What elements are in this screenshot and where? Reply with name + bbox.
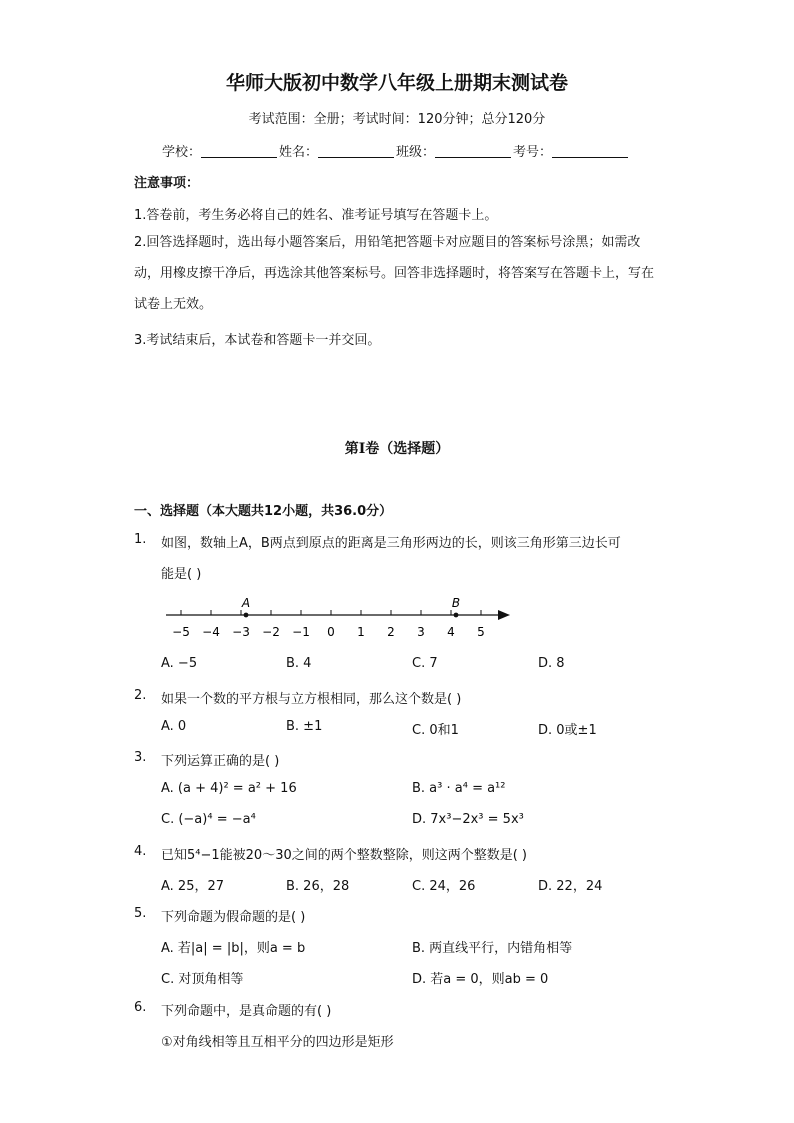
question-5-number: 5. [134, 906, 147, 921]
question-4-number: 4. [134, 844, 147, 859]
name-label: 姓名： [279, 145, 319, 160]
question-5-text: 下列命题为假命题的是( ) [161, 910, 306, 925]
number-line-tick-label: 0 [327, 625, 335, 639]
part-heading: 一、选择题（本大题共12小题，共36.0分） [134, 504, 393, 519]
number-line-arrow [498, 610, 510, 620]
q1-option-a: A. −5 [161, 656, 198, 671]
question-1-text: 如图，数轴上A，B两点到原点的距离是三角形两边的长，则该三角形第三边长可 [161, 536, 621, 551]
number-line-tick-label: 1 [357, 625, 365, 639]
section-title: 第I卷（选择题） [344, 441, 450, 457]
note-1: 1.答卷前，考生务必将自己的姓名、准考证号填写在答题卡上。 [134, 208, 498, 223]
q5-option-b: B. 两直线平行，内错角相等 [412, 941, 573, 956]
notes-heading: 注意事项： [134, 176, 200, 191]
question-6-number: 6. [134, 1000, 147, 1015]
point-a-label: A [241, 596, 251, 610]
question-3-number: 3. [134, 750, 147, 765]
q2-option-b: B. ±1 [286, 719, 323, 734]
question-6-text: 下列命题中，是真命题的有( ) [161, 1004, 332, 1019]
school-blank [201, 145, 277, 158]
q3-option-d: D. 7x³−2x³ = 5x³ [412, 812, 524, 827]
note-3: 3.考试结束后，本试卷和答题卡一并交回。 [134, 333, 381, 348]
q3-option-b: B. a³ · a⁴ = a¹² [412, 781, 506, 796]
question-2-number: 2. [134, 688, 147, 703]
q2-option-a: A. 0 [161, 719, 187, 734]
note-2: 2.回答选择题时，选出每小题答案后，用铅笔把答题卡对应题目的答案标号涂黑；如需改动，用橡皮擦干净后，再选涂其他答案标号。回答非选择题时，将答案写在答题卡上，写在试卷上无效。 [134, 235, 655, 312]
question-4-text: 已知5⁴−1能被20～30之间的两个整数整除，则这两个整数是( ) [161, 848, 528, 863]
class-label: 班级： [396, 145, 436, 160]
q3-option-a: A. (a + 4)² = a² + 16 [161, 781, 297, 796]
q5-option-d: D. 若a = 0，则ab = 0 [412, 972, 549, 987]
point-a [244, 613, 249, 618]
exam-number-label: 考号： [513, 145, 553, 160]
question-2-text: 如果一个数的平方根与立方根相同，那么这个数是( ) [161, 692, 462, 707]
question-3-text: 下列运算正确的是( ) [161, 754, 280, 769]
number-line-figure [160, 592, 520, 644]
school-label: 学校： [162, 145, 202, 160]
name-blank [318, 145, 394, 158]
number-line-tick-label: 5 [477, 625, 485, 639]
q2-option-c: C. 0和1 [412, 723, 459, 738]
q3-option-c: C. (−a)⁴ = −a⁴ [161, 812, 256, 827]
exam-subtitle: 考试范围：全册；考试时间：120分钟；总分120分 [248, 112, 546, 127]
question-1-text-cont: 能是( ) [161, 567, 202, 582]
exam-number-blank [552, 145, 628, 158]
number-line-tick-label: −1 [292, 625, 310, 639]
q5-option-a: A. 若|a| = |b|，则a = b [161, 941, 306, 956]
q1-option-d: D. 8 [538, 656, 565, 671]
info-fields [162, 141, 630, 160]
q5-option-c: C. 对顶角相等 [161, 972, 244, 987]
q2-option-d: D. 0或±1 [538, 723, 597, 738]
exam-title: 华师大版初中数学八年级上册期末测试卷 [225, 72, 568, 94]
point-b [454, 613, 459, 618]
q4-option-b: B. 26，28 [286, 879, 350, 894]
q1-option-c: C. 7 [412, 656, 438, 671]
q4-option-c: C. 24，26 [412, 879, 476, 894]
question-1-number: 1. [134, 532, 147, 547]
number-line-tick-label: −2 [262, 625, 280, 639]
number-line-tick-label: 3 [417, 625, 425, 639]
question-6-sub-item: ①对角线相等且互相平分的四边形是矩形 [161, 1035, 394, 1050]
point-b-label: B [451, 596, 461, 610]
number-line-ticks [172, 610, 485, 639]
q4-option-a: A. 25，27 [161, 879, 225, 894]
number-line-tick-label: 4 [447, 625, 455, 639]
class-blank [435, 145, 511, 158]
q4-option-d: D. 22，24 [538, 879, 603, 894]
number-line-tick-label: 2 [387, 625, 395, 639]
q1-option-b: B. 4 [286, 656, 312, 671]
number-line-tick-label: −3 [232, 625, 250, 639]
number-line-tick-label: −4 [202, 625, 220, 639]
number-line-tick-label: −5 [172, 625, 190, 639]
